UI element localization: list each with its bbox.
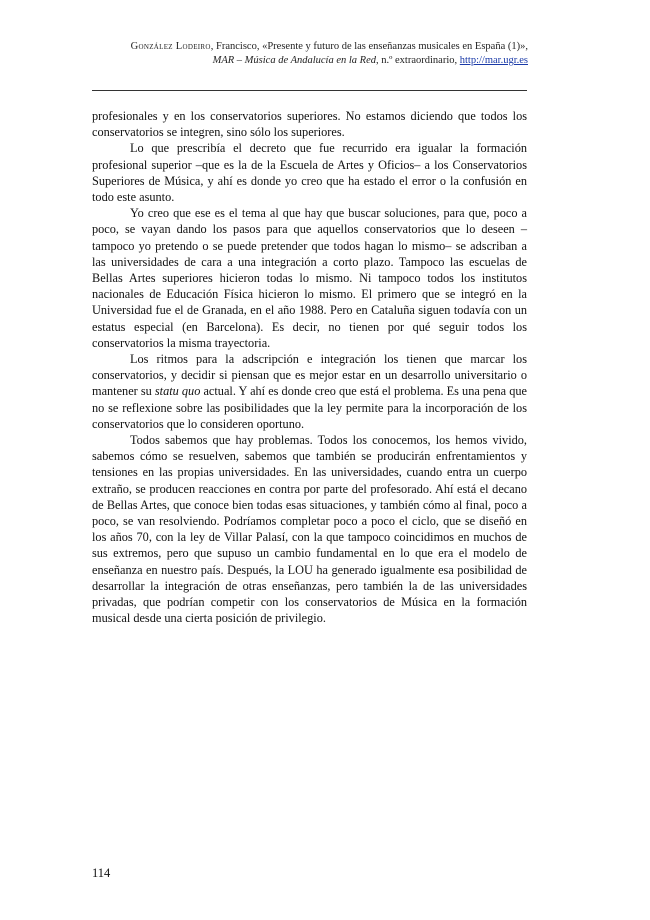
issue-label: , n.º extraordinario, [376, 55, 460, 66]
article-body [92, 108, 527, 627]
article-citation: , Francisco, «Presente y futuro de las enseñanzas musicales en España (1)», [210, 41, 528, 52]
header-divider [92, 90, 527, 91]
citation-line-1 [88, 40, 528, 54]
running-header [88, 40, 528, 68]
author-name: González Lodeiro [130, 41, 211, 52]
paragraph-3: Yo creo que ese es el tema al que hay que buscar soluciones, para que, poco a poco, se vayan dando los pasos para que aquellos conservatorios que lo deseen –tampoco yo pretendo o se puede pretender que todos hagan lo mismo– se adscriban a las universidades de cara a una integración a corto plazo. Tampoco las escuelas de Bellas Artes superiores hicieron todas lo mismo. Ni tampoco todos los institutos nacionales de Educación Física hicieron lo mismo. El primero que se integró en la Universidad fue el de Granada, en el año 1988. Pero en Cataluña siguen todavía con un estatus especial (en Barcelona). Es decir, no tienen por qué seguir todos los conservatorios la misma trayectoria. [92, 206, 527, 350]
paragraph-4 [92, 351, 527, 432]
page-number: 114 [92, 866, 111, 880]
paragraph-4-part-b: actual. Y ahí es donde creo que está el problema. Es una pena que no se reflexione sobre las posibilidades que la ley permite para la incorporación de los conservatorios que lo consideren oportuno. [92, 384, 527, 431]
statu-quo-italic: statu quo [154, 384, 201, 399]
paragraph-1: profesionales y en los conservatorios superiores. No estamos diciendo que todos los conservatorios se integren, sino sólo los superiores. [92, 109, 527, 140]
journal-url-link[interactable]: http://mar.ugr.es [459, 55, 528, 66]
paragraph-5: Todos sabemos que hay problemas. Todos los conocemos, los hemos vivido, sabemos cómo se resuelven, sabemos que también se producirán enfrentamientos y tensiones en las propias universidades. En las universidades, cuando entra un cuerpo extraño, se producen reacciones en contra por parte del profesorado. Ahí está el decano de Bellas Artes, que conoce bien todas esas situaciones, y también cómo al final, poco a poco, se van resolviendo. Podríamos completar poco a poco el ciclo, que se diseñó en los años 70, con la ley de Villar Palasí, con la que tampoco coincidimos en muchos de sus extremos, pero que supuso un cambio fundamental en lo que era el modelo de enseñanza en nuestro país. Después, la LOU ha generado igualmente esa posibilidad de desarrollar la integración de otras enseñanzas, pero también la de las universidades privadas, que podrían competir con los conservatorios de Música en la formación musical desde una cierta posición de privilegio. [92, 433, 527, 626]
journal-name: MAR – Música de Andalucía en la Red [212, 55, 377, 66]
paragraph-4-part-a: Los ritmos para la adscripción e integración los tienen que marcar los conservatorios, y decidir si piensan que es mejor estar en un desarrollo universitario o mantener su [92, 352, 527, 399]
paragraph-2: Lo que prescribía el decreto que fue recurrido era igualar la formación profesional superior –que es la de la Escuela de Artes y Oficios– a los Conservatorios Superiores de Música, y ahí es donde yo creo que ha estado el error o la confusión en todo este asunto. [92, 141, 527, 205]
citation-line-2 [88, 54, 528, 68]
